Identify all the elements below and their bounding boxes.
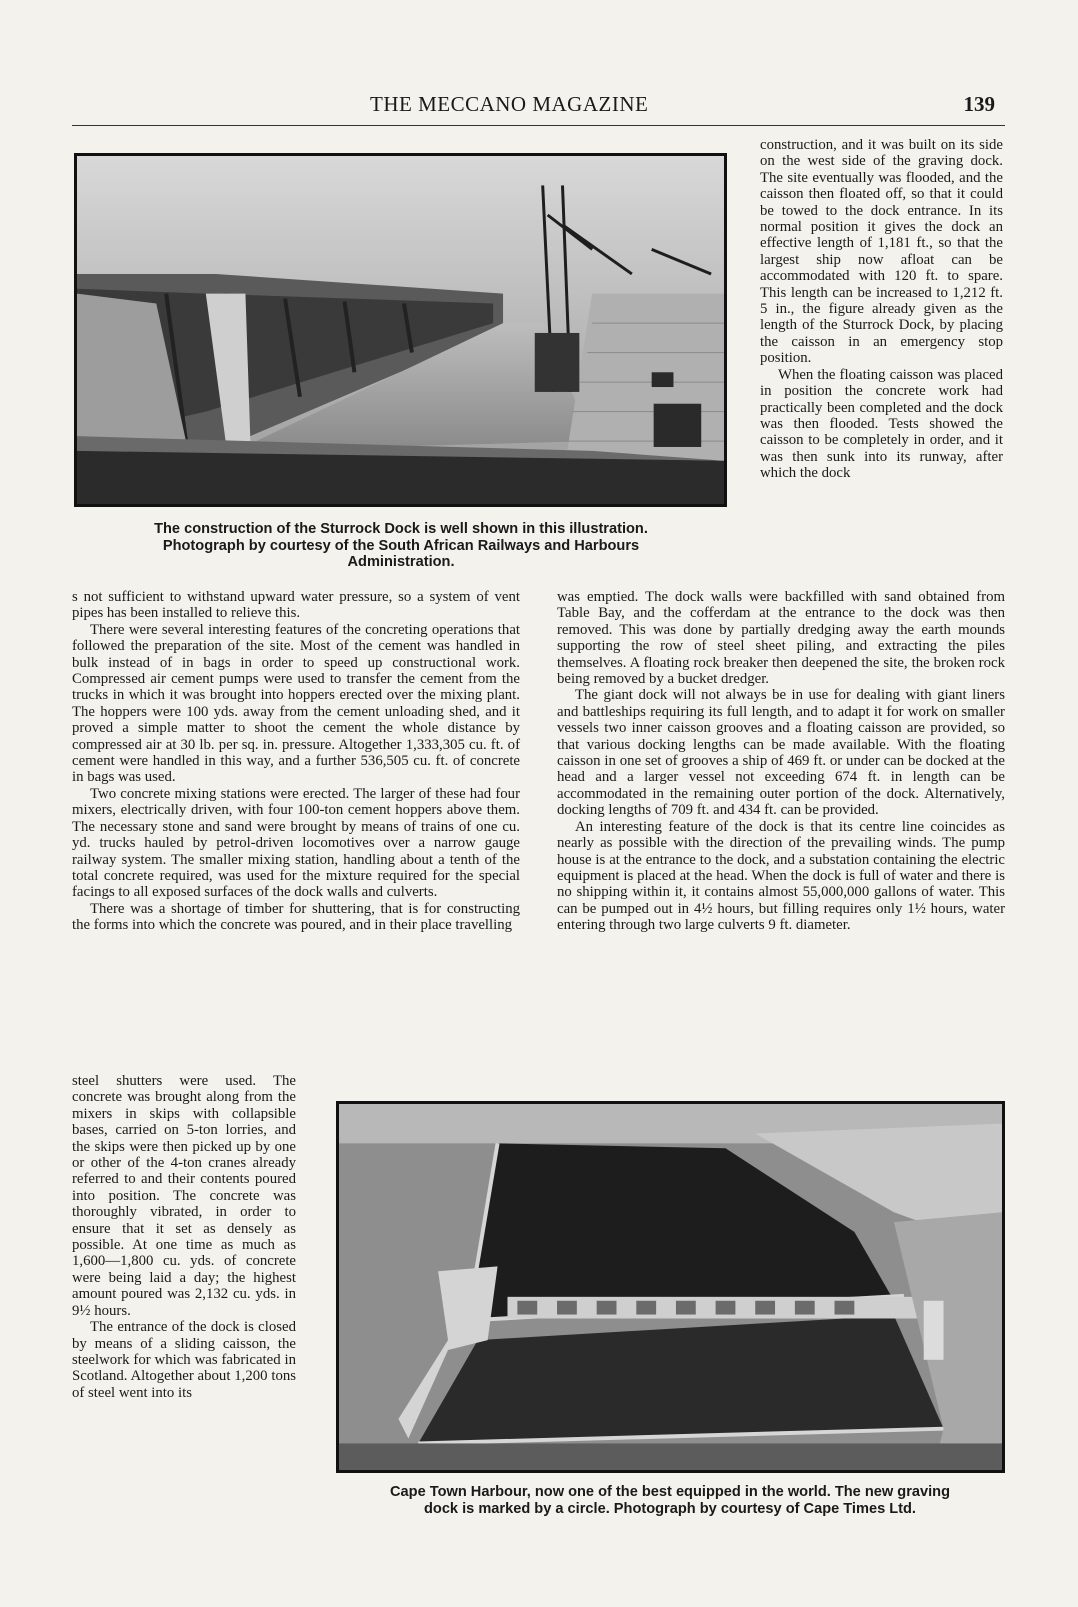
caption-line: dock is marked by a circle. Photograph by courtesy of Cape Times Ltd. xyxy=(423,1500,916,1517)
caption-line: Photograph by courtesy of the South African Railways and Harbours xyxy=(162,537,640,554)
right-column xyxy=(557,589,1005,934)
body-paragraph: When the floating caisson was placed in position the concrete work had practically been completed and the dock was then flooded. Tests showed the caisson to be completely in order, and it was then sunk into its runway, after which the dock xyxy=(760,366,1003,482)
body-paragraph: An interesting feature of the dock is that its centre line coincides as nearly as possible with the direction of the prevailing winds. The pump house is at the entrance to the dock, and a substation containing the electric equipment is placed at the head. When the dock is full of water and there is no shipping within it, it contains almost 55,000,000 gallons of water. This can be pumped out in 4½ hours, but filling requires only 1½ hours, water entering through two large culverts 9 ft. diameter. xyxy=(557,818,1005,934)
body-paragraph: was emptied. The dock walls were backfilled with sand obtained from Table Bay, and the cofferdam at the entrance to the dock was then removed. This was done by partially dredging away the earth mounds supporting the row of steel sheet piling, and extracting the piles themselves. A floating rock breaker then deepened the site, the broken rock being removed by a bucket dredger. xyxy=(557,589,1005,688)
body-paragraph: construction, and it was built on its side on the west side of the graving dock. The site eventually was flooded, and the caisson then floated off, so that it could be towed to the dock entrance. In its normal position it gives the dock an effective length of 1,181 ft., so that the largest ship now afloat can be accommodated with 120 ft. to spare. This length can be increased to 1,212 ft. 5 in., the figure already given as the length of the Sturrock Dock, by placing the caisson in an emergency stop position. xyxy=(760,137,1003,367)
body-paragraph: There were several interesting features of the concreting operations that followed the preparation of the site. Most of the cement was handled in bulk instead of in bags in order to speed up constructional work. Compressed air cement pumps were used to transfer the cement from the trucks in which it was brought into hoppers erected over the mixing plant. The hoppers were 100 yds. away from the cement unloading shed, and it proved a simple matter to shoot the cement the whole distance by compressed air at 30 lb. per sq. in. pressure. Altogether 1,333,305 cu. ft. of cement were handled in this way, and a further 536,505 cu. ft. of concrete in bags was used. xyxy=(72,621,520,786)
caption-line: Administration. xyxy=(347,554,455,570)
body-paragraph: s not sufficient to withstand upward water pressure, so a system of vent pipes has been installed to relieve this. xyxy=(72,589,520,622)
body-paragraph: The giant dock will not always be in use for dealing with giant liners and battleships requiring its full length, and to adapt it for work on smaller vessels two inner caisson grooves and a floating caisson are provided, so that various docking lengths can be made available. With the floating caisson in one set of grooves a ship of 469 ft. or under can be docked at the head and a larger vessel not exceeding 674 ft. in length can be accommodated in the remaining outer portion of the dock. Alternatively, docking lengths of 709 ft. and 434 ft. can be provided. xyxy=(557,687,1005,819)
dock-construction-photo xyxy=(74,153,727,507)
body-paragraph: Two concrete mixing stations were erected. The larger of these had four mixers, electrically driven, with four 100-ton cement hoppers above them. The necessary stone and sand were brought by means of trains of one cu. yd. trucks hauled by petrol-driven locomotives over a narrow gauge railway system. The smaller mixing station, handling about a tenth of the total concrete required, was used for the mixture required for the special facings to all exposed surfaces of the dock walls and culverts. xyxy=(72,785,520,901)
right-column-top xyxy=(760,137,1003,482)
header-rule xyxy=(72,125,1005,126)
cape-town-harbour-photo xyxy=(336,1101,1005,1473)
bottom-figure-caption xyxy=(330,1484,1010,1517)
magazine-title: THE MECCANO MAGAZINE xyxy=(370,92,649,116)
body-paragraph: steel shutters were used. The concrete was brought along from the mixers in skips with collapsible bases, carried on 5-ton lorries, and the skips were then picked up by one or other of the 4-ton cranes already referred to and their contents poured into position. The concrete was thoroughly vibrated, in order to ensure that it set as densely as possible. At one time as much as 1,600—1,800 cu. yds. of concrete were being laid a day; the highest amount poured was 2,132 cu. yds. in 9½ hours. xyxy=(72,1073,296,1319)
caption-line: Cape Town Harbour, now one of the best equipped in the world. The new graving xyxy=(390,1484,950,1500)
body-paragraph: There was a shortage of timber for shuttering, that is for constructing the forms into which the concrete was poured, and in their place travelling xyxy=(72,900,520,934)
left-column xyxy=(72,589,520,934)
top-figure-caption xyxy=(70,521,732,571)
narrow-column xyxy=(72,1073,296,1401)
body-paragraph: The entrance of the dock is closed by means of a sliding caisson, the steelwork for which was fabricated in Scotland. Altogether about 1,200 tons of steel went into its xyxy=(72,1319,296,1401)
caption-line: The construction of the Sturrock Dock is well shown in this illustration. xyxy=(154,521,648,537)
page-number: 139 xyxy=(963,92,995,116)
